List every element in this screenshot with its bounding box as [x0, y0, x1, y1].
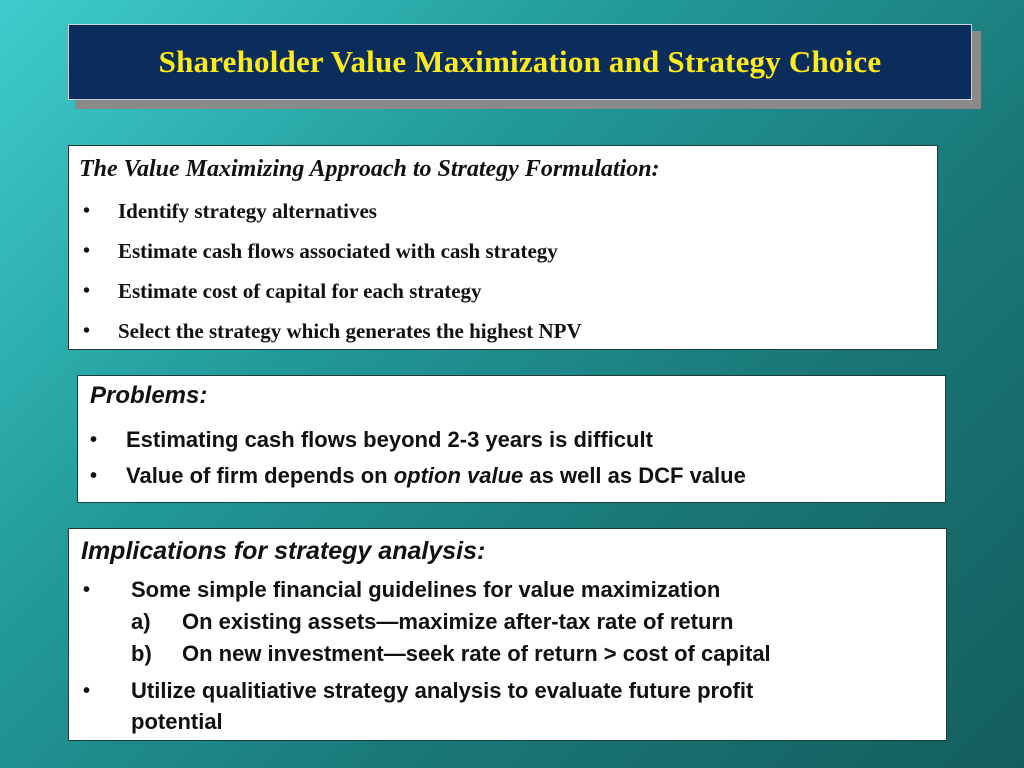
sub-item-text: On existing assets—maximize after-tax rate of return: [182, 609, 734, 634]
approach-item: Select the strategy which generates the highest NPV: [118, 319, 582, 343]
sub-item-label: b): [131, 641, 152, 666]
problems-panel: [77, 375, 946, 503]
bullet-icon: •: [83, 320, 91, 342]
bullet-icon: •: [83, 200, 91, 222]
problems-item: Estimating cash flows beyond 2-3 years is difficult: [126, 427, 653, 452]
problems-item: [126, 463, 746, 489]
slide-title: Shareholder Value Maximization and Strategy Choice: [158, 44, 882, 79]
approach-panel: [68, 145, 938, 350]
bullet-icon: •: [83, 240, 91, 262]
problems-heading: Problems:: [90, 382, 208, 409]
implications-item: Some simple financial guidelines for value maximization: [131, 577, 721, 602]
sub-item-text: On new investment—seek rate of return > cost of capital: [182, 641, 771, 666]
bullet-icon: •: [83, 280, 91, 302]
bullet-icon: •: [83, 579, 91, 601]
implications-panel: [68, 528, 947, 741]
problems-item-text: Value of firm depends on: [126, 463, 394, 488]
bullet-icon: •: [90, 465, 98, 487]
approach-item: Estimate cost of capital for each strategy: [118, 279, 482, 303]
problems-item-text: as well as DCF value: [523, 463, 746, 488]
title-banner: [68, 24, 972, 100]
implications-item: Utilize qualitiative strategy analysis to evaluate future profit: [131, 678, 754, 703]
bullet-icon: •: [83, 680, 91, 702]
approach-heading: The Value Maximizing Approach to Strategy Formulation:: [79, 156, 660, 182]
implications-item-continued: potential: [131, 709, 223, 734]
sub-item-label: a): [131, 609, 151, 634]
bullet-icon: •: [90, 429, 98, 451]
implications-heading: Implications for strategy analysis:: [81, 537, 486, 565]
approach-item: Estimate cash flows associated with cash strategy: [118, 239, 558, 263]
approach-item: Identify strategy alternatives: [118, 199, 377, 223]
option-value-emphasis: option value: [393, 463, 524, 488]
